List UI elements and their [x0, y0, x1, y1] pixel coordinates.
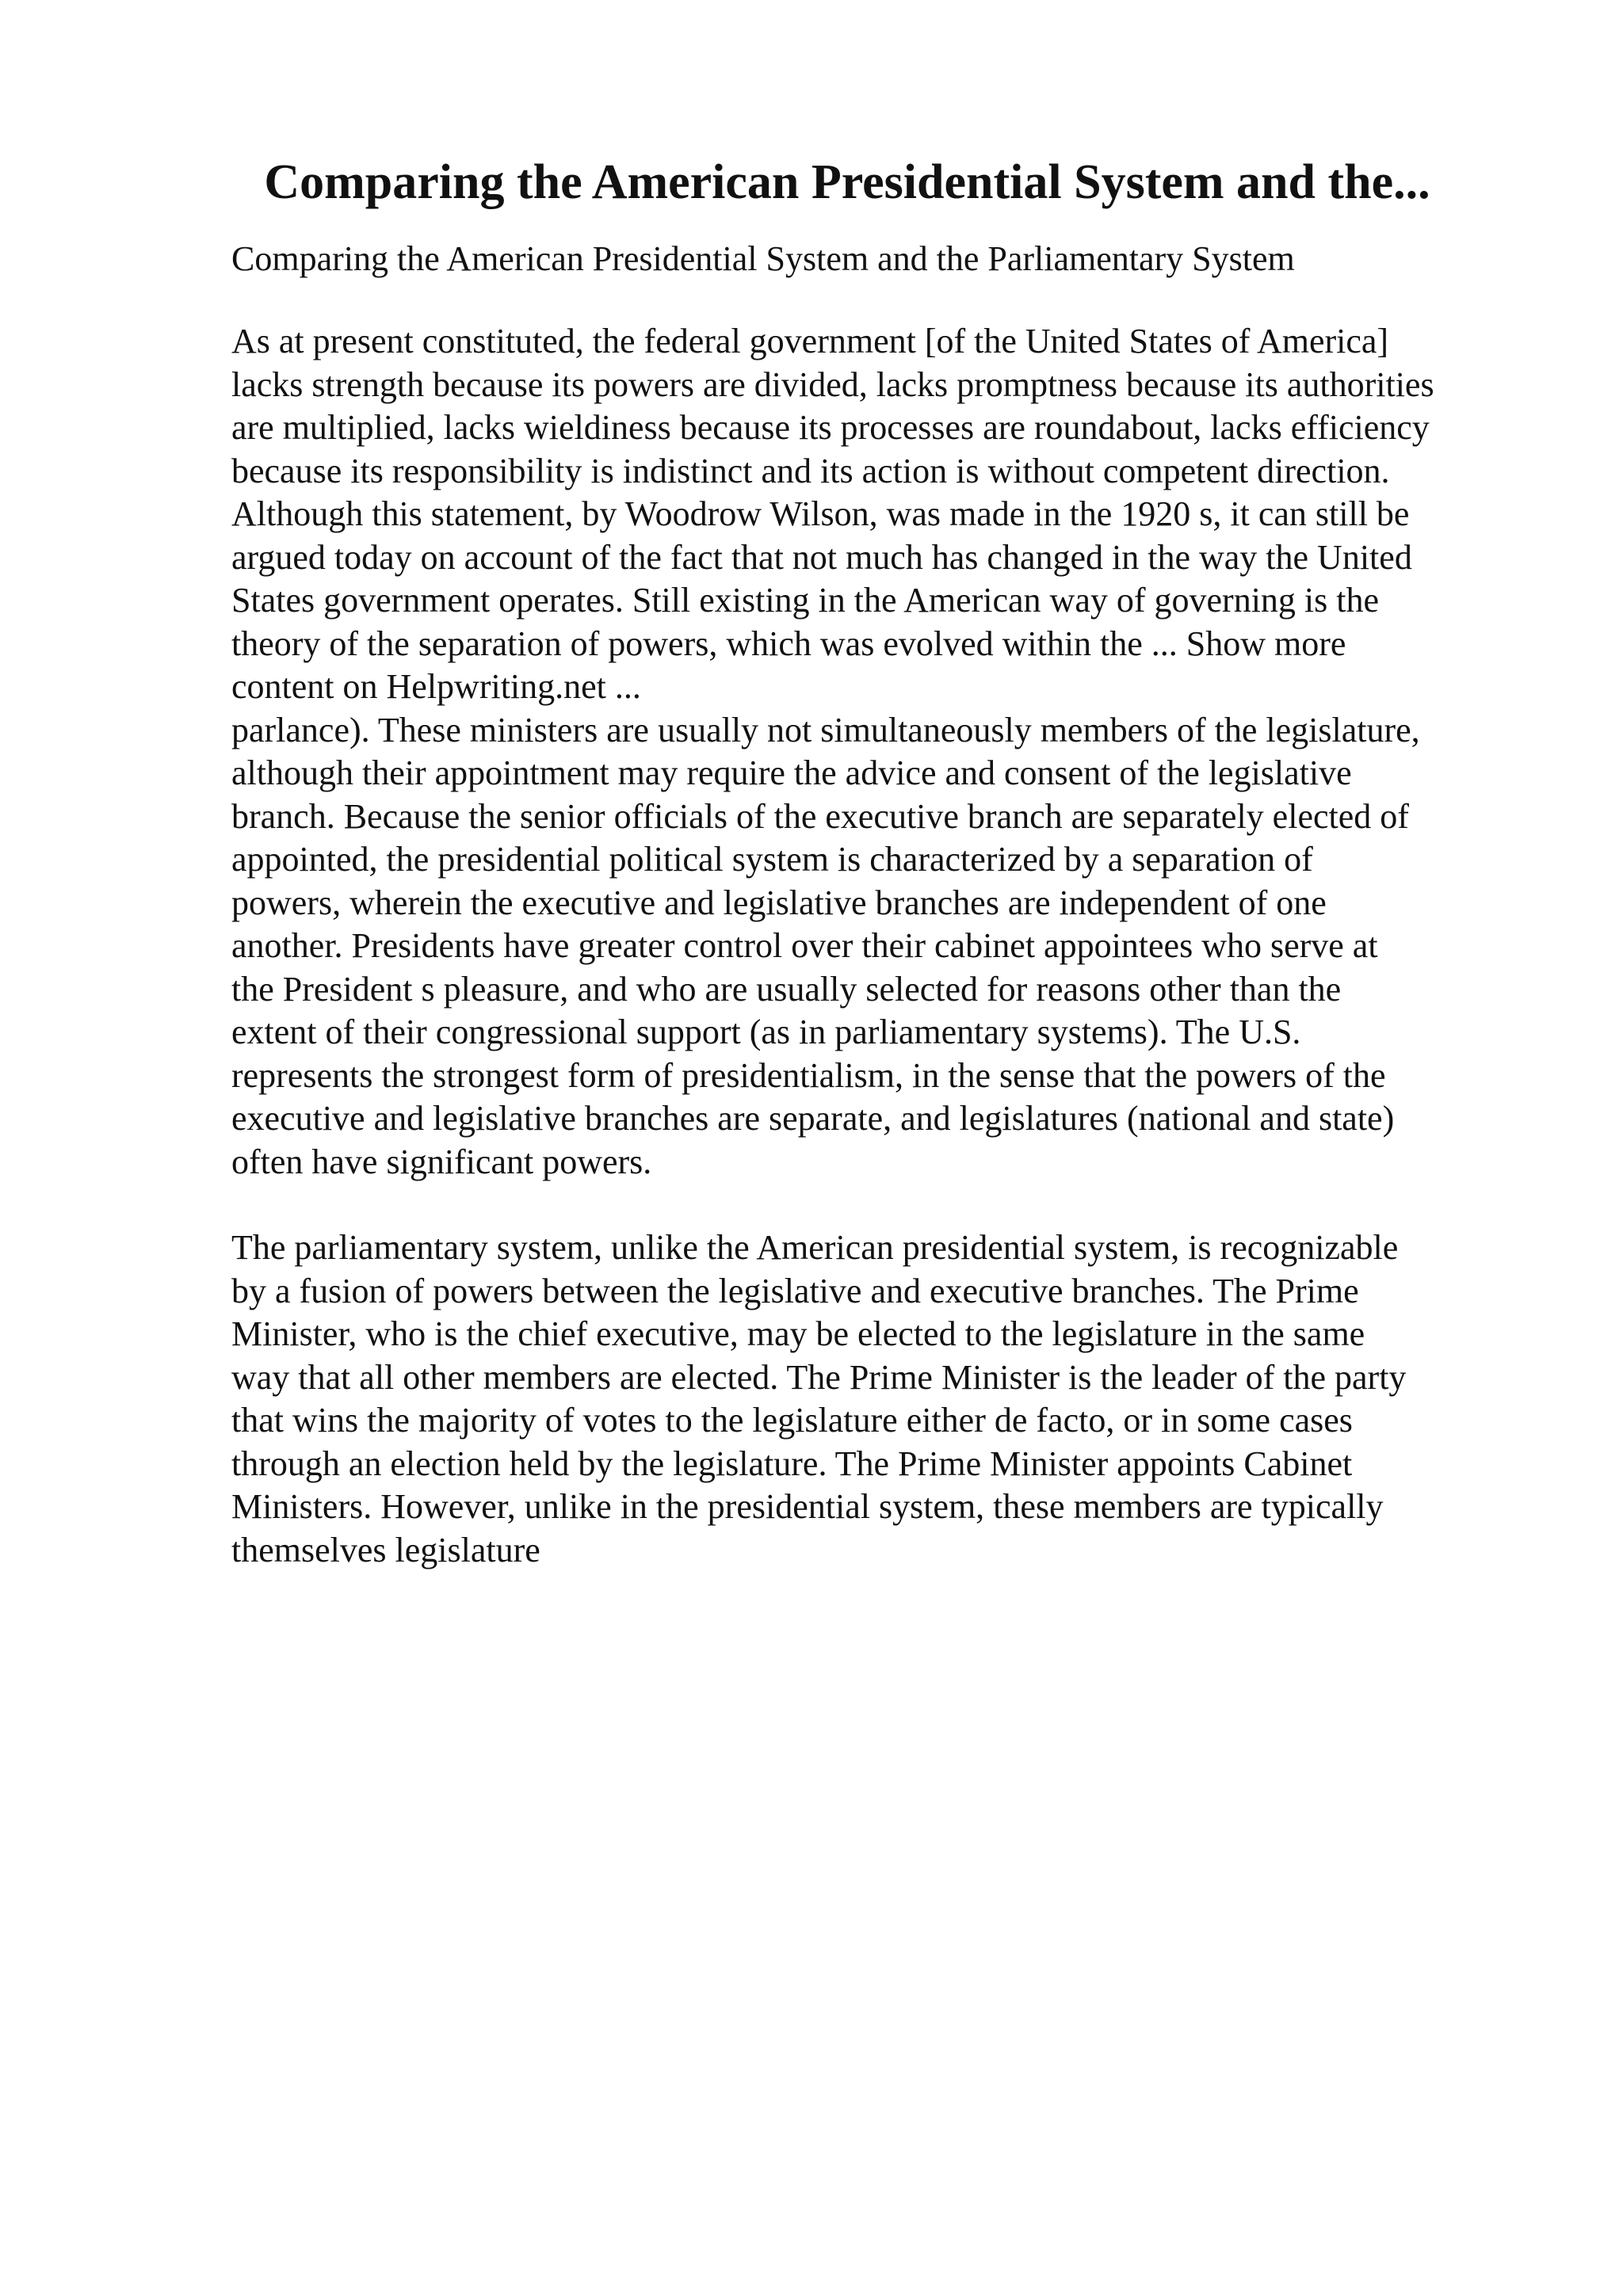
- paragraph-line: The parliamentary system, unlike the American presidential system, is recognizable: [231, 1228, 1399, 1267]
- paragraph-line: are multiplied, lacks wieldiness because its processes are roundabout, lacks efficiency: [231, 408, 1430, 447]
- paragraph-line: powers, wherein the executive and legislative branches are independent of one: [231, 883, 1327, 922]
- paragraph-line: another. Presidents have greater control over their cabinet appointees who serve at: [231, 926, 1378, 965]
- paragraph-line: appointed, the presidential political system is characterized by a separation of: [231, 840, 1313, 879]
- paragraph-line: Although this statement, by Woodrow Wilson, was made in the 1920 s, it can still be: [231, 494, 1410, 533]
- paragraph-line: that wins the majority of votes to the legislature either de facto, or in some cases: [231, 1401, 1353, 1440]
- paragraph-line: themselves legislature: [231, 1530, 540, 1569]
- paragraph-line: content on Helpwriting.net ...: [231, 667, 641, 706]
- paragraph-line: executive and legislative branches are separate, and legislatures (national and state): [231, 1099, 1395, 1138]
- paragraph-line: the President s pleasure, and who are usually selected for reasons other than the: [231, 969, 1342, 1009]
- paragraph-line: Minister, who is the chief executive, may be elected to the legislature in the same: [231, 1314, 1365, 1353]
- paragraph-2: [231, 1226, 1498, 1572]
- paragraph-line: because its responsibility is indistinct and its action is without competent direction.: [231, 451, 1390, 490]
- paragraph-line: way that all other members are elected. The Prime Minister is the leader of the party: [231, 1357, 1407, 1397]
- paragraph-line: extent of their congressional support (as in parliamentary systems). The U.S.: [231, 1013, 1301, 1051]
- paragraph-line: theory of the separation of powers, which was evolved within the ... Show more: [231, 624, 1346, 663]
- paragraph-line: by a fusion of powers between the legislative and executive branches. The Prime: [231, 1271, 1359, 1310]
- paragraph-line: parlance). These ministers are usually not simultaneously members of the legislature,: [231, 710, 1420, 749]
- paragraph-spacer: [231, 1184, 1498, 1226]
- paragraph-1: [231, 320, 1498, 1184]
- paragraph-line: although their appointment may require the advice and consent of the legislative: [231, 753, 1352, 792]
- document-subtitle: Comparing the American Presidential System and the Parliamentary System: [231, 239, 1295, 278]
- paragraph-line: argued today on account of the fact that not much has changed in the way the United: [231, 537, 1412, 577]
- paragraph-line: through an election held by the legislature. The Prime Minister appoints Cabinet: [231, 1444, 1353, 1483]
- document-title: Comparing the American Presidential System and the...: [264, 155, 1430, 209]
- paragraph-line: lacks strength because its powers are divided, lacks promptness because its authorities: [231, 364, 1434, 404]
- paragraph-line: branch. Because the senior officials of the executive branch are separately elected of: [231, 796, 1409, 836]
- paragraph-line: States government operates. Still existing in the American way of governing is the: [231, 581, 1380, 620]
- paragraph-line: represents the strongest form of presidentialism, in the sense that the powers of the: [231, 1055, 1386, 1095]
- paragraph-line: As at present constituted, the federal government [of the United States of America]: [231, 322, 1389, 360]
- paragraph-line: often have significant powers.: [231, 1142, 652, 1181]
- paragraph-line: Ministers. However, unlike in the presidential system, these members are typically: [231, 1487, 1384, 1526]
